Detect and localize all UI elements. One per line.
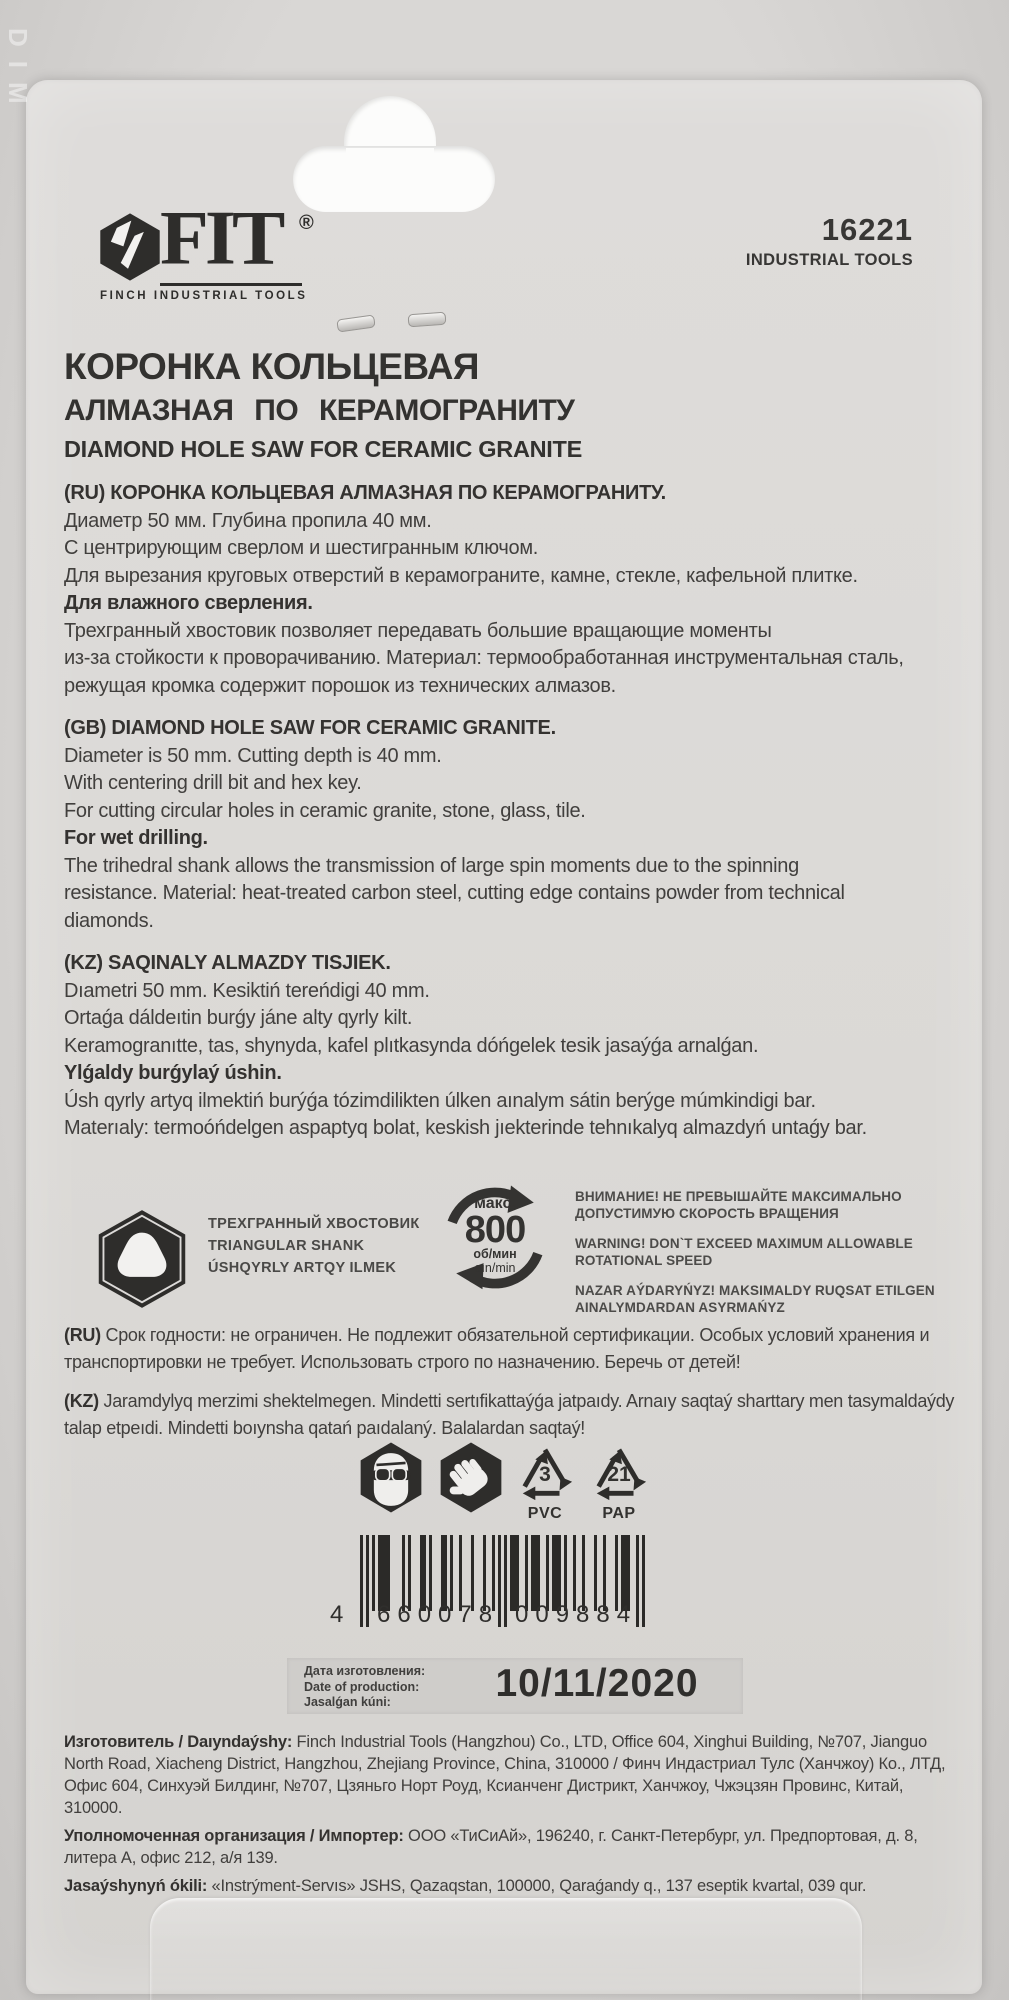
warning-line: ROTATIONAL SPEED [575, 1253, 713, 1268]
logo-underline [160, 283, 302, 286]
description-line: Трехгранный хвостовик позволяет передавать большие вращающие моменты [64, 619, 772, 642]
lang-prefix: (RU) [64, 1325, 101, 1345]
euro-slot-hole [346, 148, 434, 178]
shelf-life-kz-text: Jaramdylyq merzimi shektelmegen. Mindetti sertıfikattaýǵa jatpaıdy. Arnaıy saqtaý sharttary men tasymaldaýdy talap etpeıdi. Mindetti boıynsha qatań paıdalaný. Balalardan saqtaý! [64, 1391, 955, 1438]
max-rotation-speed-text [438, 1196, 552, 1275]
kz-representative-paragraph [64, 1875, 956, 1897]
recycling-code-number: 3 [539, 1463, 551, 1486]
description-line: из-за стойкости к проворачиванию. Материал: термообработанная инструментальная сталь, [64, 647, 904, 669]
triangular-shank-icon [95, 1208, 189, 1310]
wear-protective-gloves-icon [438, 1441, 504, 1514]
watermark: DIM [3, 28, 33, 118]
description-line: diamonds. [64, 909, 154, 932]
description-line: Diameter is 50 mm. Cutting depth is 40 mm. [64, 744, 442, 767]
description-line-bold: Для влажного сверления. [64, 592, 313, 614]
production-date-label-en: Date of production: [304, 1679, 420, 1694]
lang-prefix: (KZ) [64, 1391, 99, 1411]
description-line: С центрирующим сверлом и шестигранным ключом. [64, 537, 539, 559]
recycling-code-label: PAP [602, 1505, 636, 1522]
warning-block [575, 1188, 955, 1329]
recycling-code-label: PVC [527, 1505, 563, 1522]
manufacturer-label: Изготовитель / Daıyndaýshy: [64, 1733, 293, 1751]
description-line: Keramogranıtte, tas, shynyda, kafel plıtkasynda dóńgelek tesik jasaýǵa arnalǵan. [64, 1034, 759, 1057]
manufacturer-text: Finch Industrial Tools (Hangzhou) Co., LTD, Office 604, Xinghui Building, №707, Jianguo North Road, Xiacheng District, Hangzhou, Zhejiang Province, China, 310000 / Финч Индастриал Тулс (Ханчжоу) Ко., ЛТД, Офис 604, Синхуэй Билдинг, №707, Цзяньго Норт Роуд, Ксианченг Дистрикт, Ханчжоу, Чжэцзян Провинс, Китай, 310000. [64, 1733, 946, 1817]
kz-representative-text: «Instrýment-Servıs» JSHS, Qazaqstan, 100000, Qaraǵandy q., 137 eseptik kvartal, 039 qur. [207, 1877, 867, 1895]
fit-logo-hexagon-icon [97, 212, 163, 282]
warning-en [575, 1235, 955, 1269]
description-en [64, 715, 959, 935]
description-line: With centering drill bit and hex key. [64, 772, 362, 794]
blister-tray-edge [150, 1898, 862, 2000]
production-date-label-kz: Jasalǵan kúni: [304, 1695, 391, 1709]
shelf-life-ru [64, 1322, 964, 1376]
kz-representative-label: Jasaýshynyń ókili: [64, 1877, 208, 1895]
description-line: Materıaly: termoóńdelgen aspaptyq bolat, keskish jıekterinde tehnıkalyq almazdyń untaǵy bar. [64, 1117, 867, 1139]
description-kz [64, 950, 959, 1143]
importer-text: ООО «ТиСиАй», 196240, г. Санкт-Петербург, ул. Предпортовая, д. 8, литера А, офис 212, а/я 139. [64, 1827, 918, 1867]
warning-line: ДОПУСТИМУЮ СКОРОСТЬ ВРАЩЕНИЯ [575, 1206, 839, 1221]
description-line: Dıametri 50 mm. Kesiktiń tereńdigi 40 mm. [64, 979, 430, 1002]
description-line-bold: For wet drilling. [64, 827, 208, 849]
warning-kz [575, 1282, 955, 1316]
description-ru-heading: (RU) КОРОНКА КОЛЬЦЕВАЯ АЛМАЗНАЯ ПО КЕРАМОГРАНИТУ. [64, 482, 666, 504]
warning-line: WARNING! DON`T EXCEED MAXIMUM ALLOWABLE [575, 1236, 913, 1251]
manufacturer-paragraph [64, 1731, 956, 1819]
production-date-label-ru: Дата изготовления: [304, 1664, 426, 1678]
staple [408, 312, 447, 328]
footer-legal [64, 1731, 956, 1903]
shank-label-en: TRIANGULAR SHANK [208, 1238, 365, 1254]
production-date-value: 10/11/2020 [495, 1662, 699, 1705]
importer-paragraph [64, 1825, 956, 1869]
speed-value: 800 [464, 1209, 526, 1251]
description-line: For cutting circular holes in ceramic granite, stone, glass, tile. [64, 799, 586, 822]
shank-labels [208, 1213, 420, 1279]
registered-trademark-icon: ® [299, 212, 314, 234]
product-title-en: DIAMOND HOLE SAW FOR CERAMIC GRANITE [64, 436, 582, 462]
barcode-digit: 4 [330, 1601, 344, 1628]
description-line: Úsh qyrly artyq ilmektiń burýǵa tózimdilikten úlken aınalym sátin berýge múmkindigi bar. [64, 1089, 816, 1112]
shank-label-kz: ÚSHQYRLY ARTQY ILMEK [208, 1260, 397, 1276]
fit-logo-text: FIT [160, 196, 282, 281]
speed-unit-kz: aın/min [474, 1261, 516, 1275]
speed-unit-ru: об/мин [473, 1247, 517, 1261]
description-line: resistance. Material: heat-treated carbon steel, cutting edge contains powder from technical [64, 882, 845, 904]
description-line: Диаметр 50 мм. Глубина пропила 40 мм. [64, 509, 432, 532]
article-number: 16221 [821, 212, 913, 247]
speed-max-label: макс. [474, 1195, 516, 1212]
description-ru [64, 480, 959, 700]
warning-ru [575, 1188, 955, 1222]
recycling-pvc-icon [514, 1443, 576, 1523]
barcode-digits-right: 009884 [515, 1601, 638, 1628]
shelf-life-ru-text: Срок годности: не ограничен. Не подлежит обязательной сертификации. Особых условий хранения и транспортировки не требует. Использовать строго по назначению. Беречь от детей! [64, 1325, 930, 1372]
shelf-life-kz [64, 1388, 964, 1442]
description-en-heading: (GB) DIAMOND HOLE SAW FOR CERAMIC GRANITE. [64, 717, 556, 739]
description-line-bold: Ylǵaldy burǵylaý úshin. [64, 1062, 282, 1084]
shank-label-ru: ТРЕХГРАННЫЙ ХВОСТОВИК [208, 1216, 420, 1232]
warning-line: ВНИМАНИЕ! НЕ ПРЕВЫШАЙТЕ МАКСИМАЛЬНО [575, 1189, 902, 1204]
ean13-barcode [330, 1535, 645, 1635]
brand-subtitle: INDUSTRIAL TOOLS [745, 251, 913, 269]
product-title-ru: КОРОНКА КОЛЬЦЕВАЯ [64, 346, 480, 387]
production-date-labels [304, 1664, 425, 1711]
description-line: The trihedral shank allows the transmission of large spin moments due to the spinning [64, 854, 799, 877]
description-kz-heading: (KZ) SAQINALY ALMAZDY TISJIEK. [64, 952, 391, 974]
warning-line: NAZAR AÝDARYŃYZ! MAKSIMALDY RUQSAT ETILGEN [575, 1283, 935, 1298]
barcode-digits-left: 660078 [377, 1601, 500, 1628]
importer-label: Уполномоченная организация / Импортер: [64, 1827, 404, 1845]
logo-tagline: FINCH INDUSTRIAL TOOLS [100, 290, 308, 302]
description-line: режущая кромка содержит порошок из технических алмазов. [64, 674, 616, 697]
recycling-pap-icon [588, 1443, 650, 1523]
description-line: Для вырезания круговых отверстий в керамограните, камне, стекле, кафельной плитке. [64, 564, 858, 587]
warning-line: AINALYMDARDAN ASYRMAŃYZ [575, 1300, 785, 1315]
recycling-code-number: 21 [607, 1463, 631, 1486]
product-subtitle-ru: АЛМАЗНАЯ ПО КЕРАМОГРАНИТУ [64, 394, 575, 427]
wear-safety-goggles-icon [358, 1441, 424, 1514]
production-date-box [287, 1658, 743, 1714]
description-line: Ortaǵa dáldeıtin burǵy jáne alty qyrly kilt. [64, 1007, 413, 1029]
